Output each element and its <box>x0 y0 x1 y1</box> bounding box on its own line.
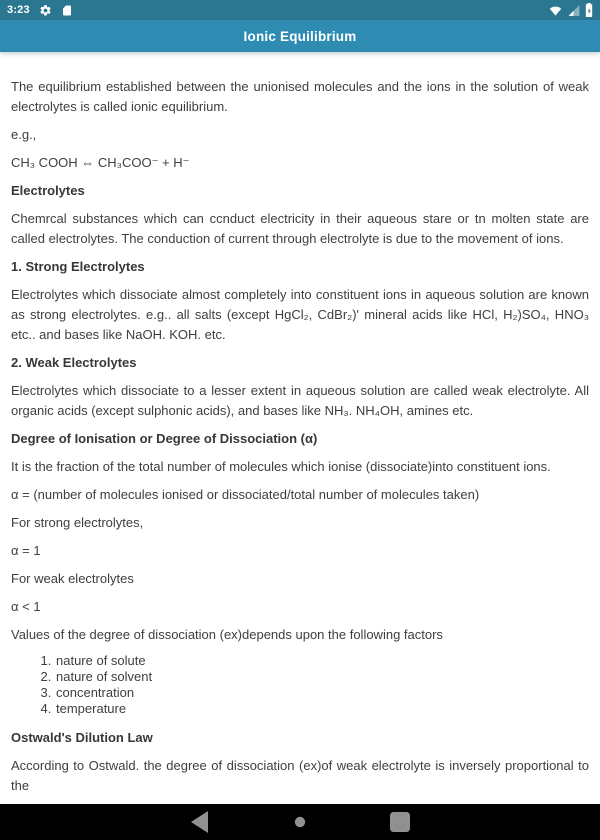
list-item: 4. temperature <box>55 701 589 717</box>
clock: 3:23 <box>7 4 30 16</box>
paragraph: Electrolytes which dissociate almost completely into constituent ions in aqueous solution are known as strong electrolytes. e.g.. all salts (except HgCl₂, CdBr₂)' mineral acids like HCl, H₂)SO₄, HNO₃ etc.. and bases like NaOH. KOH. etc. <box>11 287 589 342</box>
home-button[interactable] <box>250 804 350 840</box>
section-heading: Degree of Ionisation or Degree of Dissociation (α) <box>11 431 318 446</box>
android-nav-bar <box>0 804 600 840</box>
status-bar-left <box>7 4 73 17</box>
status-bar <box>0 0 600 20</box>
sd-card-icon <box>61 4 73 17</box>
list-item: 3. concentration <box>55 685 589 701</box>
paragraph: The equilibrium established between the unionised molecules and the ions in the solution of weak electrolytes is called ionic equilibrium. <box>11 79 589 114</box>
paragraph: α = 1 <box>11 543 41 558</box>
app-bar <box>0 20 600 52</box>
list-item: 1. nature of solute <box>55 653 589 669</box>
back-triangle-icon <box>189 810 211 834</box>
status-bar-right <box>548 3 593 17</box>
list-item: 2. nature of solvent <box>55 669 589 685</box>
paragraph: For strong electrolytes, <box>11 515 144 530</box>
paragraph: For weak electrolytes <box>11 571 134 586</box>
recents-button[interactable] <box>350 804 450 840</box>
factors-list <box>11 653 589 717</box>
content-blocks <box>11 77 589 796</box>
cell-signal-icon <box>567 4 581 17</box>
paragraph: According to Ostwald. the degree of dissociation (ex)of weak electrolyte is inversely proportional to the <box>11 758 589 793</box>
page-title: Ionic Equilibrium <box>243 28 357 44</box>
lesson-content-scroll[interactable] <box>0 52 600 804</box>
paragraph: Electrolytes which dissociate to a lesser extent in aqueous solution are called weak electrolyte. All organic acids (except sulphonic acids), and bases like NH₃. NH₄OH, amines etc. <box>11 383 589 418</box>
paragraph: α < 1 <box>11 599 41 614</box>
back-button[interactable] <box>150 804 250 840</box>
paragraph: Values of the degree of dissociation (ex)depends upon the following factors <box>11 627 443 642</box>
section-heading: 2. Weak Electrolytes <box>11 355 137 370</box>
section-heading: Ostwald's Dilution Law <box>11 730 153 745</box>
home-circle-icon <box>294 816 306 828</box>
settings-gear-icon <box>39 4 52 17</box>
paragraph: Chemrcal substances which can ccnduct electricity in their aqueous stare or tn molten state are called electrolytes. The conduction of current through electrolyte is due to the movement of ions. <box>11 211 589 246</box>
paragraph: CH₃ COOH ⇔ CH₃COO⁻ + H⁻ <box>11 155 190 170</box>
battery-charging-icon <box>585 3 593 17</box>
paragraph: e.g., <box>11 127 37 142</box>
section-heading: 1. Strong Electrolytes <box>11 259 145 274</box>
paragraph: α = (number of molecules ionised or dissociated/total number of molecules taken) <box>11 487 480 502</box>
wifi-icon <box>548 4 563 17</box>
section-heading: Electrolytes <box>11 183 85 198</box>
paragraph: It is the fraction of the total number of molecules which ionise (dissociate)into constituent ions. <box>11 459 551 474</box>
recents-square-icon <box>389 811 411 833</box>
